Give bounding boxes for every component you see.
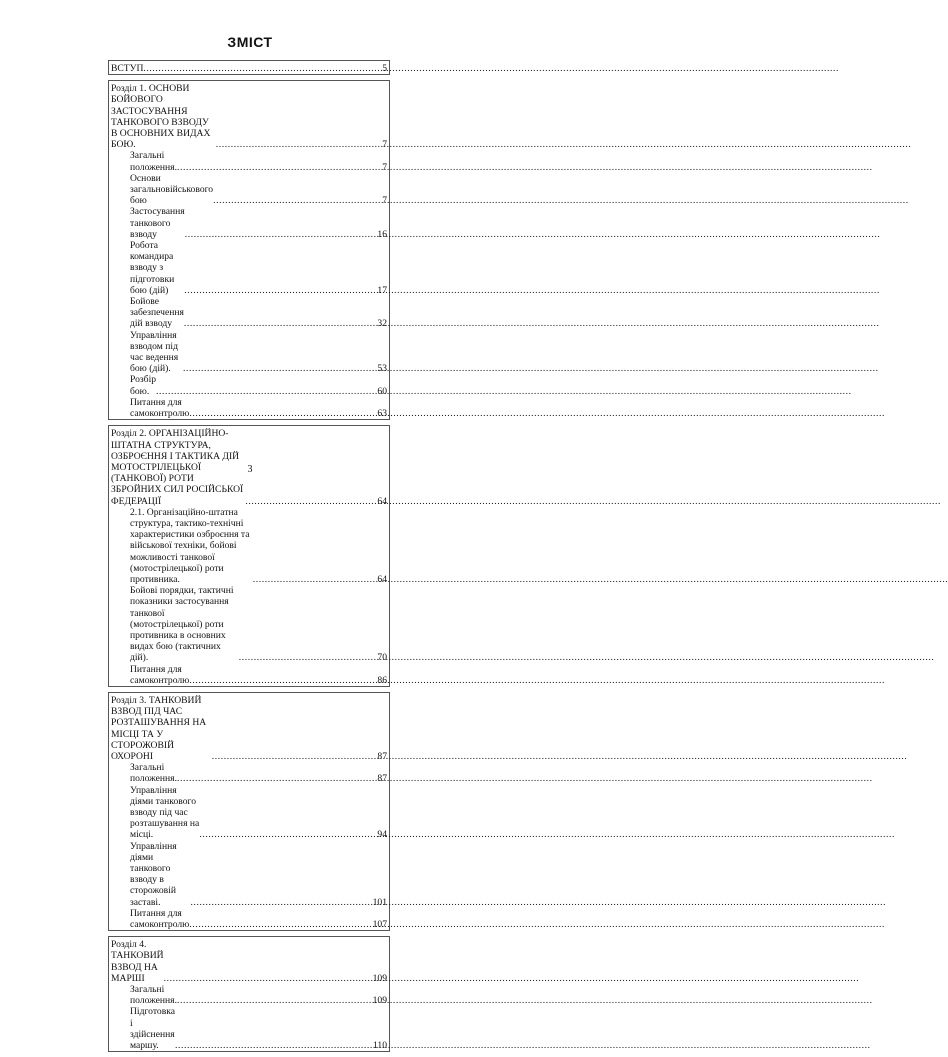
toc-leader-dots [199,829,376,840]
toc-entry-title: Розділ 3. ТАНКОВИЙ ВЗВОД ПІД ЧАС РОЗТАШУВАННЯ НА МІСЦІ ТА У СТОРОЖОВІЙ ОХОРОНІ [111,694,207,762]
toc-entry-page: 17 [377,284,387,296]
toc-entry[interactable] [111,585,387,663]
toc-entry[interactable] [111,296,387,330]
toc-leader-dots [177,995,372,1006]
toc-entry[interactable] [111,507,387,585]
toc-entry-title: Робота командира взводу з підготовки бою (дій) [130,240,175,296]
toc-entry-title: 2.1. Організаційно-штатна структура, тактико-технічні характеристики озброєння та військової техніки, бойові можливості танкової (мотострілецької) роти противника. [130,506,250,585]
toc-entry-title: ВСТУП [111,63,144,74]
toc-leader-dots [183,363,376,374]
toc-entry-title: Загальні положення. [130,762,177,785]
toc-entry[interactable] [111,206,387,240]
toc-leader-dots [156,386,376,397]
toc-entry[interactable] [111,908,387,930]
toc-leader-dots [213,195,381,206]
toc-section-3 [108,692,390,931]
toc-chapter-heading[interactable] [111,83,387,150]
toc-leader-dots [189,675,376,686]
toc-entry-page: 60 [377,385,387,397]
toc-entry-page: 109 [372,972,387,984]
toc-entry-page: 7 [382,139,387,151]
toc-entry-page: 107 [372,919,387,931]
toc-leader-dots [216,139,381,150]
toc-leader-dots [164,973,372,984]
toc-entry-page: 53 [377,363,387,375]
toc-leader-dots [253,574,377,585]
toc-entry-page: 63 [377,408,387,420]
toc-entry-page: 32 [377,318,387,330]
toc-entry-title: Питання для самоконтролю [130,663,190,686]
toc-entry-title: Бойові порядки, тактичні показники застосування танкової (мотострілецької) роти противника в основних видах бою (тактичних дій). [130,585,234,664]
toc-entry-title: Розділ 4. ТАНКОВИЙ ВЗВОД НА МАРШІ [111,939,164,984]
toc-leader-dots [189,919,371,930]
toc-entry-title: Застосування танкового взводу [130,206,185,240]
toc-section-intro [108,60,390,75]
toc-entry-page: 16 [377,228,387,240]
toc-entry[interactable] [111,330,387,375]
toc-leader-dots [177,162,381,173]
toc-entry-title: Підготовка і здійснення маршу. [130,1006,176,1052]
toc-entry[interactable] [111,63,387,74]
toc-entry-title: Питання для самоконтролю [130,907,190,931]
page-title: ЗМІСТ [227,34,273,50]
toc-leader-dots [143,63,381,74]
toc-leader-dots [184,318,377,329]
toc-leader-dots [184,285,376,296]
toc-entry-title: Розбір бою. [130,374,157,397]
toc-entry[interactable] [111,150,387,172]
toc-entry-page: 87 [377,773,387,785]
toc-section-1 [108,80,390,420]
toc-leader-dots [177,773,376,784]
toc-entry[interactable] [111,762,387,784]
toc-entry-title: Основи загальновійськового бою [130,172,214,207]
toc-entry-title: Управління взводом під час ведення бою (дій). [130,329,179,375]
toc-entry-page: 86 [377,674,387,686]
toc-entry-page: 5 [382,63,387,74]
toc-entry-page: 7 [382,195,387,207]
toc-leader-dots [212,751,377,762]
toc-leader-dots [245,496,376,507]
toc-entry-title: Питання для самоконтролю [130,396,190,420]
toc-leader-dots [185,229,377,240]
toc-entry-title: Управління діями танкового взводу під час розташування на місці. [130,784,200,841]
toc-entry-page: 109 [372,995,387,1007]
toc-entry-page: 7 [382,161,387,173]
toc-entry-page: 64 [377,495,387,507]
toc-entry[interactable] [111,397,387,419]
page-number: 3 [247,464,253,475]
toc-leader-dots [175,1040,372,1051]
table-of-contents [108,60,390,1057]
toc-entry-page: 101 [372,896,387,908]
toc-entry-page: 70 [377,652,387,664]
toc-entry[interactable] [111,173,387,207]
toc-entry-page: 94 [377,829,387,841]
toc-entry-page: 110 [372,1040,387,1052]
toc-entry[interactable] [111,240,387,296]
toc-entry-title: Розділ 2. ОРГАНІЗАЦІЙНО-ШТАТНА СТРУКТУРА, ОЗБРОЄННЯ І ТАКТИКА ДІЙ МОТОСТРІЛЕЦЬКОЇ (ТАНКОВОЇ) РОТИ ЗБРОЙНИХ СИЛ РОСІЙСЬКОЇ ФЕДЕРАЦІЇ [111,428,244,507]
toc-entry-title: Управління діями танкового взводу в сторожовій заставі. [130,840,177,908]
toc-entry-title: Загальні положення. [130,150,177,173]
toc-entry-title: Загальні положення. [130,984,177,1007]
toc-entry[interactable] [111,374,387,396]
toc-entry-page: 64 [377,573,387,585]
toc-entry-page: 87 [377,750,387,762]
toc-entry-title: Бойове забезпечення дій взводу [130,296,184,330]
toc-section-4 [108,936,390,1052]
toc-leader-dots [191,897,372,908]
toc-entry[interactable] [111,841,387,908]
toc-chapter-heading[interactable] [111,695,387,762]
toc-entry[interactable] [111,1006,387,1051]
toc-entry[interactable] [111,785,387,841]
toc-leader-dots [239,652,377,663]
toc-chapter-heading[interactable] [111,939,387,984]
toc-entry[interactable] [111,984,387,1006]
toc-leader-dots [189,408,376,419]
toc-entry[interactable] [111,664,387,686]
toc-entry-title: Розділ 1. ОСНОВИ БОЙОВОГО ЗАСТОСУВАННЯ ТАНКОВОГО ВЗВОДУ В ОСНОВНИХ ВИДАХ БОЮ. [111,83,211,151]
